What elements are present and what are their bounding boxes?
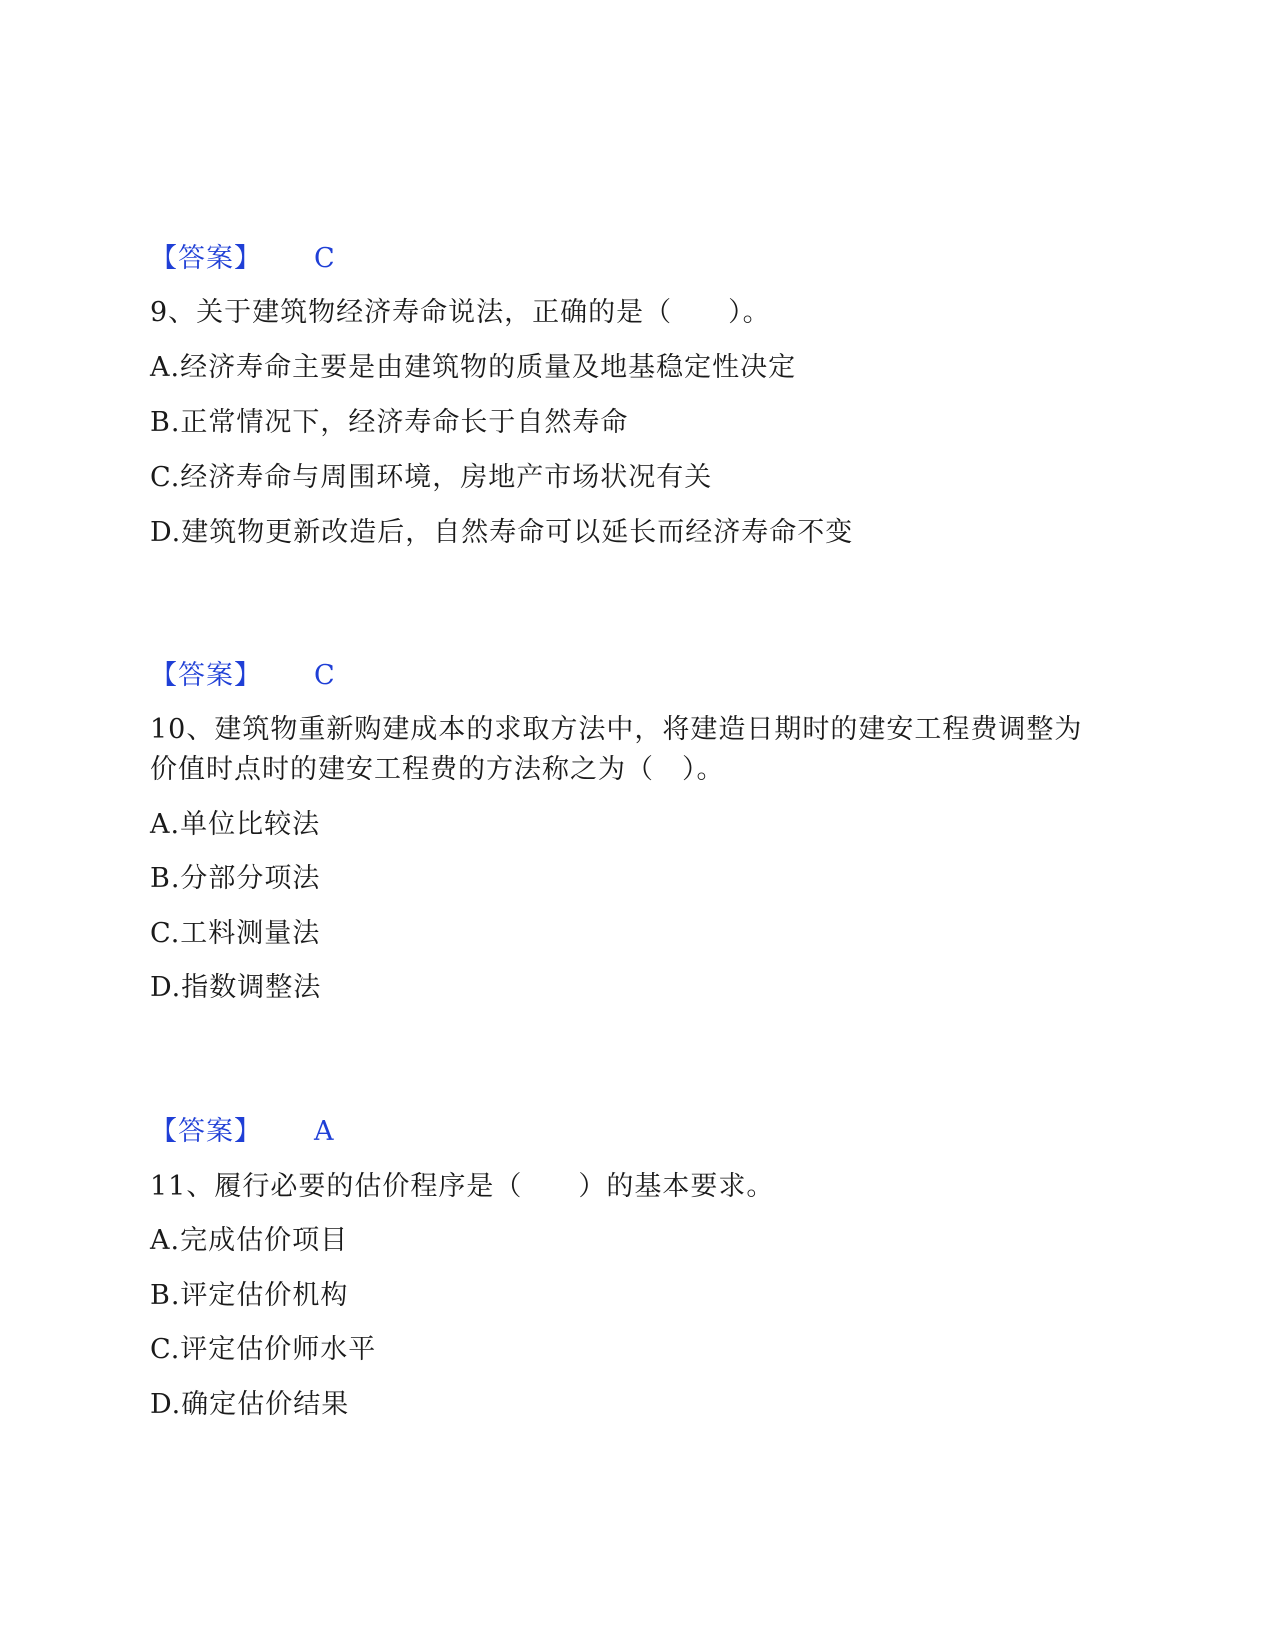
option-c: C.经济寿命与周围环境，房地产市场状况有关 xyxy=(150,462,713,493)
option-a: A.单位比较法 xyxy=(150,809,321,840)
option-b: B.评定估价机构 xyxy=(150,1280,349,1311)
answer-value: C xyxy=(314,660,336,691)
question-text: 11、履行必要的估价程序是（ ）的基本要求。 xyxy=(150,1171,775,1202)
option-c: C.工料测量法 xyxy=(150,918,321,949)
option-a: A.完成估价项目 xyxy=(150,1225,349,1256)
answer-label: 【答案】 xyxy=(150,660,262,691)
answer-label: 【答案】 xyxy=(150,243,262,274)
option-d: D.指数调整法 xyxy=(150,972,322,1003)
option-c: C.评定估价师水平 xyxy=(150,1334,377,1365)
question-text: 9、关于建筑物经济寿命说法，正确的是（ ）。 xyxy=(150,297,771,328)
option-b: B.分部分项法 xyxy=(150,863,321,894)
option-d: D.确定估价结果 xyxy=(150,1389,350,1420)
answer-line xyxy=(150,239,336,279)
question-text: 价值时点时的建安工程费的方法称之为（ ）。 xyxy=(150,754,725,785)
answer-value: C xyxy=(314,243,336,274)
option-d: D.建筑物更新改造后，自然寿命可以延长而经济寿命不变 xyxy=(150,517,854,548)
answer-value: A xyxy=(314,1116,335,1147)
answer-line xyxy=(150,1112,335,1152)
question-text: 10、建筑物重新购建成本的求取方法中，将建造日期时的建安工程费调整为 xyxy=(150,714,1083,745)
answer-label: 【答案】 xyxy=(150,1116,262,1147)
option-b: B.正常情况下，经济寿命长于自然寿命 xyxy=(150,407,629,438)
answer-line xyxy=(150,656,336,696)
option-a: A.经济寿命主要是由建筑物的质量及地基稳定性决定 xyxy=(150,352,797,383)
